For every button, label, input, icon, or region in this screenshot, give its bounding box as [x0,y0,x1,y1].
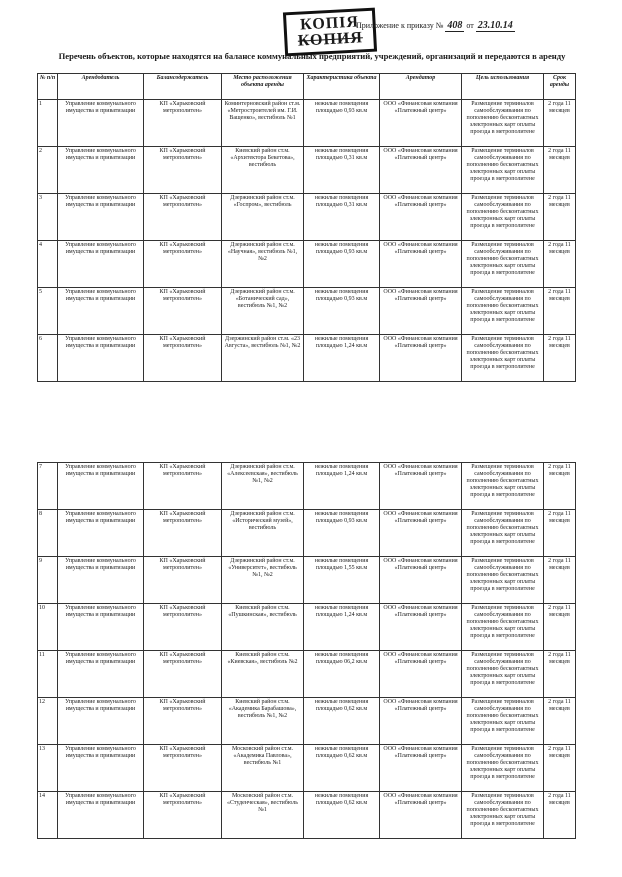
objects-table-part-1 [37,73,576,382]
cell-characteristic: нежилые помещения площадью 0,62 кв.м [304,745,380,792]
cell-characteristic: нежилые помещения площадью 1,24 кв.м [304,463,380,510]
header-tenant: Арендатор [380,74,462,100]
cell-lessor: Управление коммунального имущества и приватизации [58,698,144,745]
cell-tenant: ООО «Финансовая компания «Платежный центр» [380,557,462,604]
order-reference [356,20,515,32]
cell-lessor: Управление коммунального имущества и приватизации [58,651,144,698]
cell-tenant: ООО «Финансовая компания «Платежный центр» [380,745,462,792]
cell-characteristic: нежилые помещения площадью 0,93 кв.м [304,510,380,557]
cell-tenant: ООО «Финансовая компания «Платежный центр» [380,288,462,335]
cell-purpose: Размещение терминалов самообслуживания по пополнению бесконтактных электронных карт оплаты проезда в метрополитене [462,147,544,194]
cell-characteristic: нежилые помещения площадью 0,93 кв.м [304,100,380,147]
cell-purpose: Размещение терминалов самообслуживания по пополнению бесконтактных электронных карт оплаты проезда в метрополитене [462,604,544,651]
cell-tenant: ООО «Финансовая компания «Платежный центр» [380,792,462,839]
cell-tenant: ООО «Финансовая компания «Платежный центр» [380,241,462,288]
cell-characteristic: нежилые помещения площадью 0,31 кв.м [304,194,380,241]
cell-term: 2 года 11 месяцев [544,604,576,651]
cell-balance-holder: КП «Харьковский метрополитен» [144,194,222,241]
cell-balance-holder: КП «Харьковский метрополитен» [144,651,222,698]
table-row [38,463,576,510]
cell-location: Киевский район ст.м. «Архитектора Бекетова», вестибюль [222,147,304,194]
cell-term: 2 года 11 месяцев [544,510,576,557]
cell-term: 2 года 11 месяцев [544,651,576,698]
table-row [38,147,576,194]
header-number: № п/п [38,74,58,100]
cell-balance-holder: КП «Харьковский метрополитен» [144,100,222,147]
cell-location: Московский район ст.м. «Академика Павлова», вестибюль №1 [222,745,304,792]
order-number: 408 [447,20,463,31]
document-title: Перечень объектов, которые находятся на балансе коммунальных предприятий, учреждений, организаций и передаются в аренду [58,51,566,61]
cell-purpose: Размещение терминалов самообслуживания по пополнению бесконтактных электронных карт оплаты проезда в метрополитене [462,463,544,510]
cell-lessor: Управление коммунального имущества и приватизации [58,194,144,241]
cell-purpose: Размещение терминалов самообслуживания по пополнению бесконтактных электронных карт оплаты проезда в метрополитене [462,288,544,335]
cell-characteristic: нежилые помещения площадью 1,24 кв.м [304,335,380,382]
cell-lessor: Управление коммунального имущества и приватизации [58,335,144,382]
table-row [38,557,576,604]
stamp-line-1: КОПІЯ [299,13,360,34]
cell-lessor: Управление коммунального имущества и приватизации [58,147,144,194]
cell-term: 2 года 11 месяцев [544,792,576,839]
table-row [38,651,576,698]
cell-lessor: Управление коммунального имущества и приватизации [58,288,144,335]
cell-tenant: ООО «Финансовая компания «Платежный центр» [380,194,462,241]
cell-characteristic: нежилые помещения площадью 1,24 кв.м [304,604,380,651]
cell-lessor: Управление коммунального имущества и приватизации [58,557,144,604]
table-row [38,100,576,147]
cell-purpose: Размещение терминалов самообслуживания по пополнению бесконтактных электронных карт оплаты проезда в метрополитене [462,557,544,604]
cell-characteristic: нежилые помещения площадью 0,62 кв.м [304,698,380,745]
cell-purpose: Размещение терминалов самообслуживания по пополнению бесконтактных электронных карт оплаты проезда в метрополитене [462,792,544,839]
cell-number: 11 [38,651,58,698]
cell-location: Дзержинский район ст.м. «23 Августа», вестибюль №1, №2 [222,335,304,382]
cell-lessor: Управление коммунального имущества и приватизации [58,463,144,510]
cell-purpose: Размещение терминалов самообслуживания по пополнению бесконтактных электронных карт оплаты проезда в метрополитене [462,698,544,745]
cell-number: 2 [38,147,58,194]
header-term: Срок аренды [544,74,576,100]
table-row [38,288,576,335]
cell-number: 12 [38,698,58,745]
cell-tenant: ООО «Финансовая компания «Платежный центр» [380,147,462,194]
cell-location: Коминтерновский район ст.м. «Метростроителей им. Г.И. Ващенко», вестибюль №1 [222,100,304,147]
cell-term: 2 года 11 месяцев [544,335,576,382]
cell-tenant: ООО «Финансовая компания «Платежный центр» [380,651,462,698]
table-row [38,698,576,745]
cell-term: 2 года 11 месяцев [544,100,576,147]
table-row [38,335,576,382]
cell-purpose: Размещение терминалов самообслуживания по пополнению бесконтактных электронных карт оплаты проезда в метрополитене [462,194,544,241]
cell-balance-holder: КП «Харьковский метрополитен» [144,604,222,651]
cell-characteristic: нежилые помещения площадью 06,2 кв.м [304,651,380,698]
cell-lessor: Управление коммунального имущества и приватизации [58,241,144,288]
cell-lessor: Управление коммунального имущества и приватизации [58,745,144,792]
cell-balance-holder: КП «Харьковский метрополитен» [144,147,222,194]
header-lessor: Арендодатель [58,74,144,100]
cell-balance-holder: КП «Харьковский метрополитен» [144,335,222,382]
cell-characteristic: нежилые помещения площадью 0,62 кв.м [304,792,380,839]
order-prefix: Приложение к приказу № [356,21,444,30]
cell-number: 3 [38,194,58,241]
table-row [38,194,576,241]
cell-number: 8 [38,510,58,557]
cell-number: 7 [38,463,58,510]
cell-characteristic: нежилые помещения площадью 0,31 кв.м [304,147,380,194]
cell-purpose: Размещение терминалов самообслуживания по пополнению бесконтактных электронных карт оплаты проезда в метрополитене [462,510,544,557]
cell-purpose: Размещение терминалов самообслуживания по пополнению бесконтактных электронных карт оплаты проезда в метрополитене [462,100,544,147]
cell-balance-holder: КП «Харьковский метрополитен» [144,745,222,792]
cell-number: 13 [38,745,58,792]
order-date: 23.10.14 [477,20,513,31]
table-row [38,604,576,651]
cell-balance-holder: КП «Харьковский метрополитен» [144,792,222,839]
cell-number: 4 [38,241,58,288]
cell-location: Дзержинский район ст.м. «Исторический музей», вестибюль [222,510,304,557]
cell-balance-holder: КП «Харьковский метрополитен» [144,510,222,557]
cell-lessor: Управление коммунального имущества и приватизации [58,604,144,651]
cell-location: Дзержинский район ст.м. «Алексеевская», вестибюль №1, №2 [222,463,304,510]
cell-term: 2 года 11 месяцев [544,463,576,510]
cell-tenant: ООО «Финансовая компания «Платежный центр» [380,604,462,651]
cell-purpose: Размещение терминалов самообслуживания по пополнению бесконтактных электронных карт оплаты проезда в метрополитене [462,335,544,382]
cell-purpose: Размещение терминалов самообслуживания по пополнению бесконтактных электронных карт оплаты проезда в метрополитене [462,241,544,288]
cell-tenant: ООО «Финансовая компания «Платежный центр» [380,100,462,147]
table-row [38,745,576,792]
cell-number: 1 [38,100,58,147]
cell-number: 9 [38,557,58,604]
cell-location: Дзержинский район ст.м. «Университет», вестибюль №1, №2 [222,557,304,604]
stamp-line-2: КОПИЯ [297,29,364,50]
cell-characteristic: нежилые помещения площадью 0,93 кв.м [304,288,380,335]
table-header-row [38,74,576,100]
cell-purpose: Размещение терминалов самообслуживания по пополнению бесконтактных электронных карт оплаты проезда в метрополитене [462,651,544,698]
cell-location: Дзержинский район ст.м. «Научная», вестибюль №1, №2 [222,241,304,288]
cell-characteristic: нежилые помещения площадью 1,55 кв.м [304,557,380,604]
cell-number: 10 [38,604,58,651]
copy-stamp [283,8,377,57]
table-row [38,241,576,288]
cell-term: 2 года 11 месяцев [544,147,576,194]
cell-tenant: ООО «Финансовая компания «Платежный центр» [380,463,462,510]
cell-number: 5 [38,288,58,335]
table-row [38,510,576,557]
cell-term: 2 года 11 месяцев [544,288,576,335]
cell-term: 2 года 11 месяцев [544,241,576,288]
cell-location: Киевский район ст.м. «Пушкинская», вестибюль [222,604,304,651]
cell-lessor: Управление коммунального имущества и приватизации [58,510,144,557]
cell-balance-holder: КП «Харьковский метрополитен» [144,698,222,745]
header-location: Место расположения объекта аренды [222,74,304,100]
cell-number: 6 [38,335,58,382]
cell-location: Киевский район ст.м. «Академика Барабашова», вестибюль №1, №2 [222,698,304,745]
cell-tenant: ООО «Финансовая компания «Платежный центр» [380,510,462,557]
cell-tenant: ООО «Финансовая компания «Платежный центр» [380,698,462,745]
header-purpose: Цель использования [462,74,544,100]
cell-lessor: Управление коммунального имущества и приватизации [58,100,144,147]
header-characteristic: Характеристика объекта [304,74,380,100]
cell-number: 14 [38,792,58,839]
cell-balance-holder: КП «Харьковский метрополитен» [144,241,222,288]
cell-location: Дзержинский район ст.м. «Ботанический сад», вестибюль №1, №2 [222,288,304,335]
order-date-prefix: от [466,21,474,30]
cell-balance-holder: КП «Харьковский метрополитен» [144,557,222,604]
cell-term: 2 года 11 месяцев [544,557,576,604]
cell-balance-holder: КП «Харьковский метрополитен» [144,463,222,510]
cell-lessor: Управление коммунального имущества и приватизации [58,792,144,839]
cell-term: 2 года 11 месяцев [544,194,576,241]
table-row [38,792,576,839]
header-balance-holder: Балансодержатель [144,74,222,100]
cell-balance-holder: КП «Харьковский метрополитен» [144,288,222,335]
cell-term: 2 года 11 месяцев [544,698,576,745]
cell-location: Московский район ст.м. «Студенческая», вестибюль №1 [222,792,304,839]
objects-table-part-2 [37,462,576,839]
cell-term: 2 года 11 месяцев [544,745,576,792]
cell-purpose: Размещение терминалов самообслуживания по пополнению бесконтактных электронных карт оплаты проезда в метрополитене [462,745,544,792]
cell-location: Киевский район ст.м. «Киевская», вестибюль №2 [222,651,304,698]
cell-characteristic: нежилые помещения площадью 0,93 кв.м [304,241,380,288]
cell-location: Дзержинский район ст.м. «Госпром», вестибюль [222,194,304,241]
cell-tenant: ООО «Финансовая компания «Платежный центр» [380,335,462,382]
